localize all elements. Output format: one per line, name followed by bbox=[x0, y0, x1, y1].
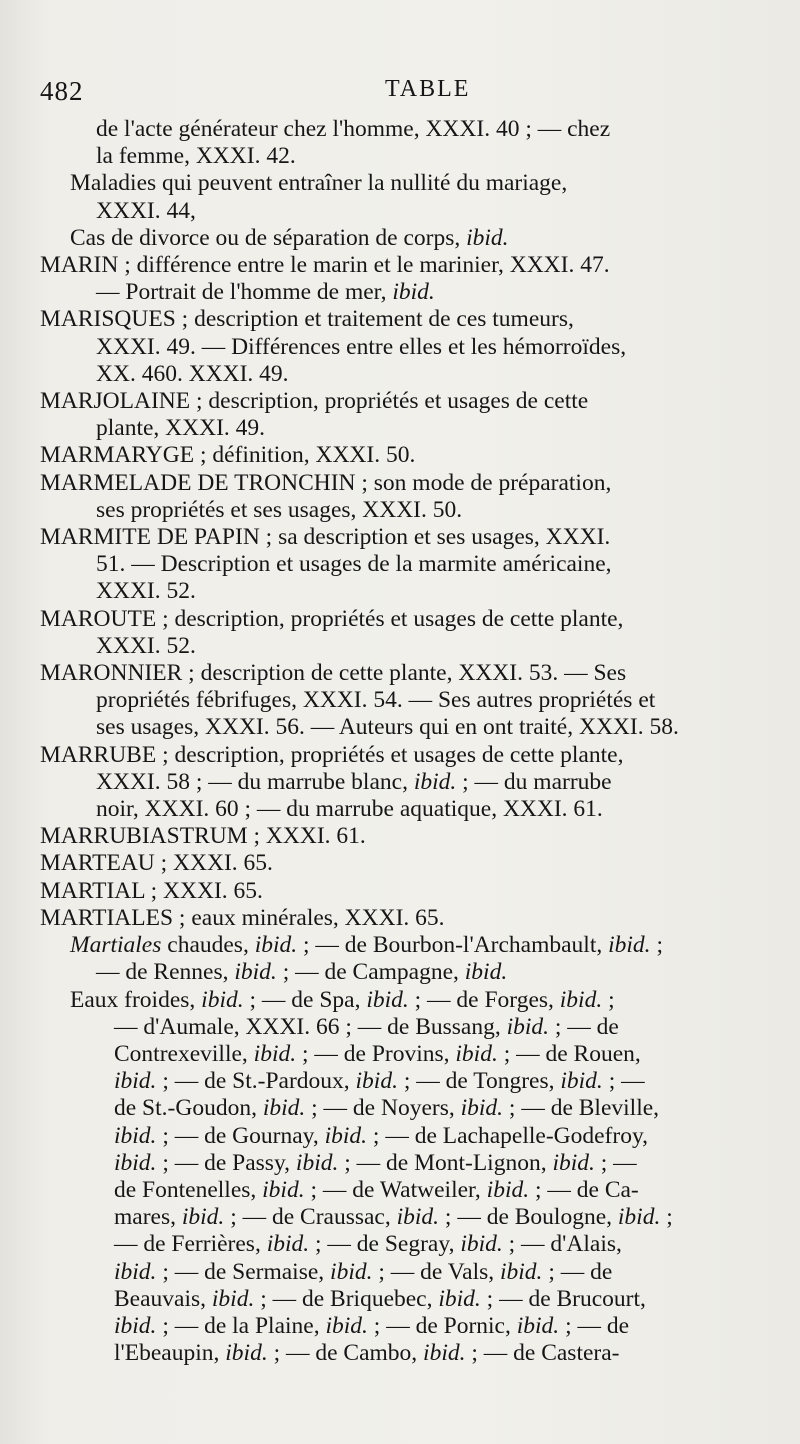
index-line: XXXI. 52. bbox=[96, 578, 196, 605]
page-number: 482 bbox=[40, 76, 84, 106]
index-line: Cas de divorce ou de séparation de corps, ibid. bbox=[70, 224, 509, 251]
index-line: Maladies qui peuvent entraîner la nullité du mariage, bbox=[70, 170, 568, 197]
index-line: — de Ferrières, ibid. ; — de Segray, ibid. ; — d'Alais, bbox=[114, 1231, 622, 1258]
index-line: ibid. ; — de Sermaise, ibid. ; — de Vals, ibid. ; — de bbox=[114, 1258, 613, 1285]
index-line: plante, XXXI. 49. bbox=[96, 415, 266, 442]
index-line: Contrexeville, ibid. ; — de Provins, ibid. ; — de Rouen, bbox=[114, 1040, 641, 1067]
index-line: ibid. ; — de la Plaine, ibid. ; — de Pornic, ibid. ; — de bbox=[114, 1312, 630, 1339]
index-line: ibid. ; — de St.-Pardoux, ibid. ; — de Tongres, ibid. ; — bbox=[114, 1068, 645, 1095]
index-line: MARMITE DE PAPIN ; sa description et ses usages, XXXI. bbox=[40, 524, 611, 551]
index-line: MARTIALES ; eaux minérales, XXXI. 65. bbox=[40, 904, 445, 931]
index-line: MARMARYGE ; définition, XXXI. 50. bbox=[40, 442, 416, 469]
index-line: l'Ebeaupin, ibid. ; — de Cambo, ibid. ; — de Castera- bbox=[114, 1340, 620, 1367]
index-line: ses usages, XXXI. 56. — Auteurs qui en ont traité, XXXI. 58. bbox=[96, 714, 679, 741]
running-title: TABLE bbox=[385, 76, 471, 102]
index-line: — Portrait de l'homme de mer, ibid. bbox=[96, 279, 435, 306]
index-line: MARRUBIASTRUM ; XXXI. 61. bbox=[40, 823, 366, 850]
index-line: propriétés fébrifuges, XXXI. 54. — Ses autres propriétés et bbox=[96, 687, 656, 714]
index-entries bbox=[40, 116, 752, 1367]
index-line: MARIN ; différence entre le marin et le marinier, XXXI. 47. bbox=[40, 252, 610, 279]
index-line: MARJOLAINE ; description, propriétés et usages de cette bbox=[40, 388, 589, 415]
index-line: MAROUTE ; description, propriétés et usages de cette plante, bbox=[40, 605, 624, 632]
index-line: MARISQUES ; description et traitement de ces tumeurs, bbox=[40, 306, 574, 333]
index-line: MARRUBE ; description, propriétés et usages de cette plante, bbox=[40, 741, 624, 768]
index-line: ibid. ; — de Gournay, ibid. ; — de Lachapelle-Godefroy, bbox=[114, 1122, 649, 1149]
index-line: de St.-Goudon, ibid. ; — de Noyers, ibid. ; — de Bleville, bbox=[114, 1095, 660, 1122]
index-line: XXXI. 52. bbox=[96, 632, 196, 659]
index-line: XXXI. 58 ; — du marrube blanc, ibid. ; — du marrube bbox=[96, 768, 612, 795]
index-line: XXXI. 49. — Différences entre elles et les hémorroïdes, bbox=[96, 333, 627, 360]
index-line: MARTIAL ; XXXI. 65. bbox=[40, 877, 263, 904]
index-line: Martiales chaudes, ibid. ; — de Bourbon-l'Archambault, ibid. ; bbox=[70, 932, 663, 959]
index-line: MARMELADE DE TRONCHIN ; son mode de préparation, bbox=[40, 469, 612, 496]
index-line: MARONNIER ; description de cette plante, XXXI. 53. — Ses bbox=[40, 660, 627, 687]
index-line: XXXI. 44, bbox=[96, 197, 196, 224]
index-line: MARTEAU ; XXXI. 65. bbox=[40, 850, 273, 877]
index-line: Eaux froides, ibid. ; — de Spa, ibid. ; — de Forges, ibid. ; bbox=[70, 986, 615, 1013]
index-line: mares, ibid. ; — de Craussac, ibid. ; — de Boulogne, ibid. ; bbox=[114, 1204, 673, 1231]
index-line: Beauvais, ibid. ; — de Briquebec, ibid. ; — de Brucourt, bbox=[114, 1285, 646, 1312]
index-line: 51. — Description et usages de la marmite américaine, bbox=[96, 551, 612, 578]
index-line: — d'Aumale, XXXI. 66 ; — de Bussang, ibid. ; — de bbox=[114, 1013, 619, 1040]
index-line: noir, XXXI. 60 ; — du marrube aquatique, XXXI. 61. bbox=[96, 796, 603, 823]
index-line: ses propriétés et ses usages, XXXI. 50. bbox=[96, 496, 463, 523]
index-line: ibid. ; — de Passy, ibid. ; — de Mont-Lignon, ibid. ; — bbox=[114, 1149, 637, 1176]
index-line: — de Rennes, ibid. ; — de Campagne, ibid. bbox=[96, 959, 508, 986]
index-line: de Fontenelles, ibid. ; — de Watweiler, ibid. ; — de Ca- bbox=[114, 1176, 639, 1203]
page-header bbox=[40, 76, 760, 112]
index-line: XX. 460. XXXI. 49. bbox=[96, 360, 289, 387]
index-line: de l'acte générateur chez l'homme, XXXI. 40 ; — chez bbox=[96, 116, 611, 142]
index-line: la femme, XXXI. 42. bbox=[96, 143, 296, 170]
